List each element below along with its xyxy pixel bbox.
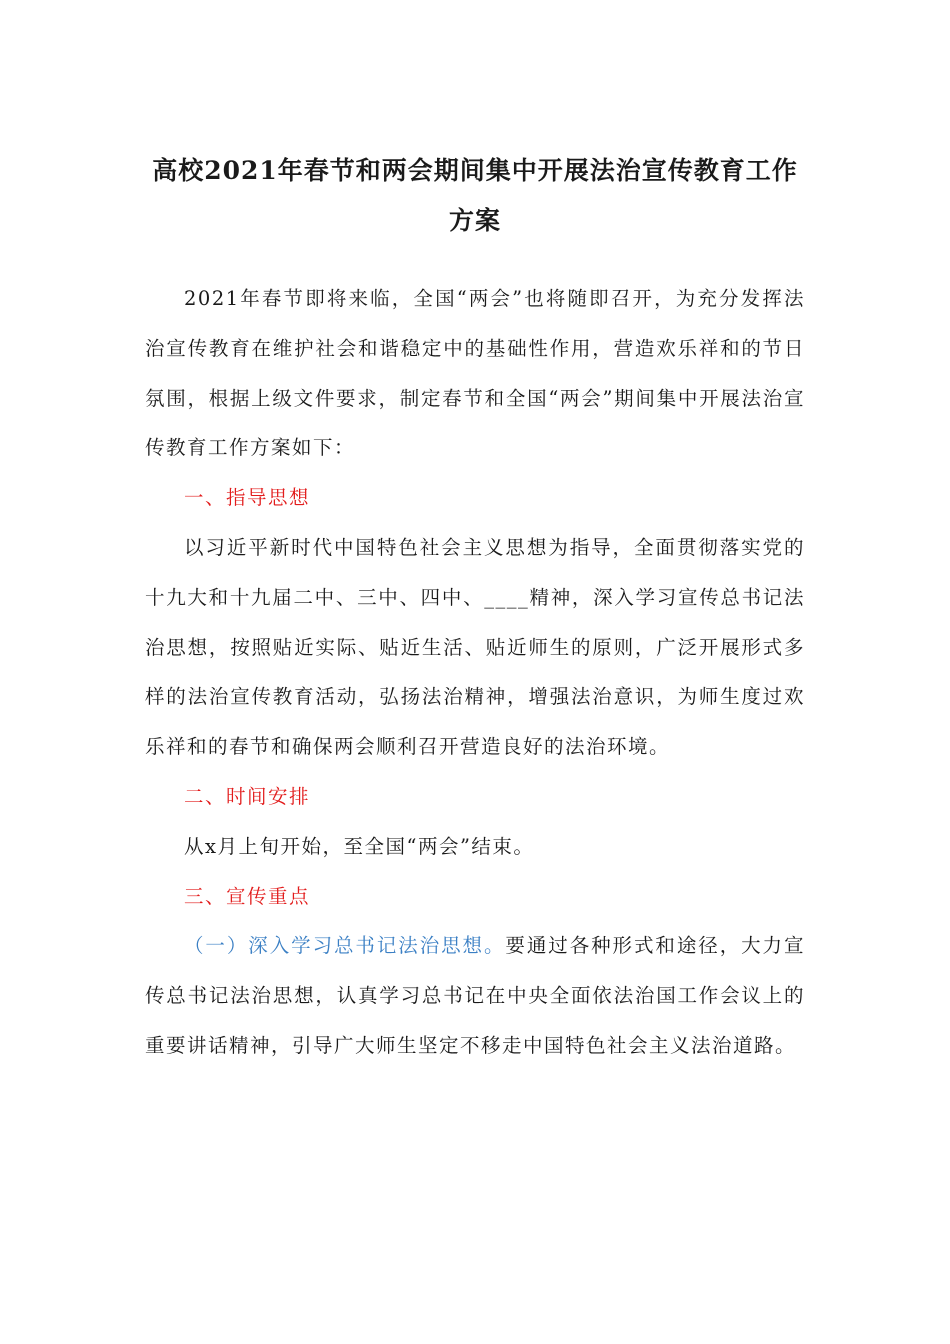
document-body [145,274,805,1071]
subheading-body-text: 要通过各种形式和途径，大力宣传总书记法治思想，认真学习总书记在中央全面依法治国工作会议上的重要讲话精神，引导广大师生坚定不移走中国特色社会主义法治道路。 [145,934,805,1057]
section-heading-guiding-thought: 一、指导思想 [184,486,311,510]
section-paragraph-publicity-focus-item1 [145,921,805,1070]
intro-paragraph: 2021年春节即将来临，全国“两会”也将随即召开，为充分发挥法治宣传教育在维护社会和谐稳定中的基础性作用，营造欢乐祥和的节日氛围，根据上级文件要求，制定春节和全国“两会”期间集中开展法治宣传教育工作方案如下： [145,287,805,460]
document-page [145,146,805,1071]
subheading-study-law-thought: （一）深入学习总书记法治思想。 [184,934,506,958]
section-heading-schedule: 二、时间安排 [184,784,311,808]
section-paragraph-guiding-thought: 以习近平新时代中国特色社会主义思想为指导，全面贯彻落实党的十九大和十九届二中、三中、四中、____精神，深入学习宣传总书记法治思想，按照贴近实际、贴近生活、贴近师生的原则，广泛开展形式多样的法治宣传教育活动，弘扬法治精神，增强法治意识，为师生度过欢乐祥和的春节和确保两会顺利召开营造良好的法治环境。 [145,535,805,759]
section-heading-publicity-focus: 三、宣传重点 [184,884,311,908]
section-paragraph-schedule: 从x月上旬开始，至全国“两会”结束。 [184,834,535,858]
document-title: 高校2021年春节和两会期间集中开展法治宣传教育工作方案 [152,156,798,235]
